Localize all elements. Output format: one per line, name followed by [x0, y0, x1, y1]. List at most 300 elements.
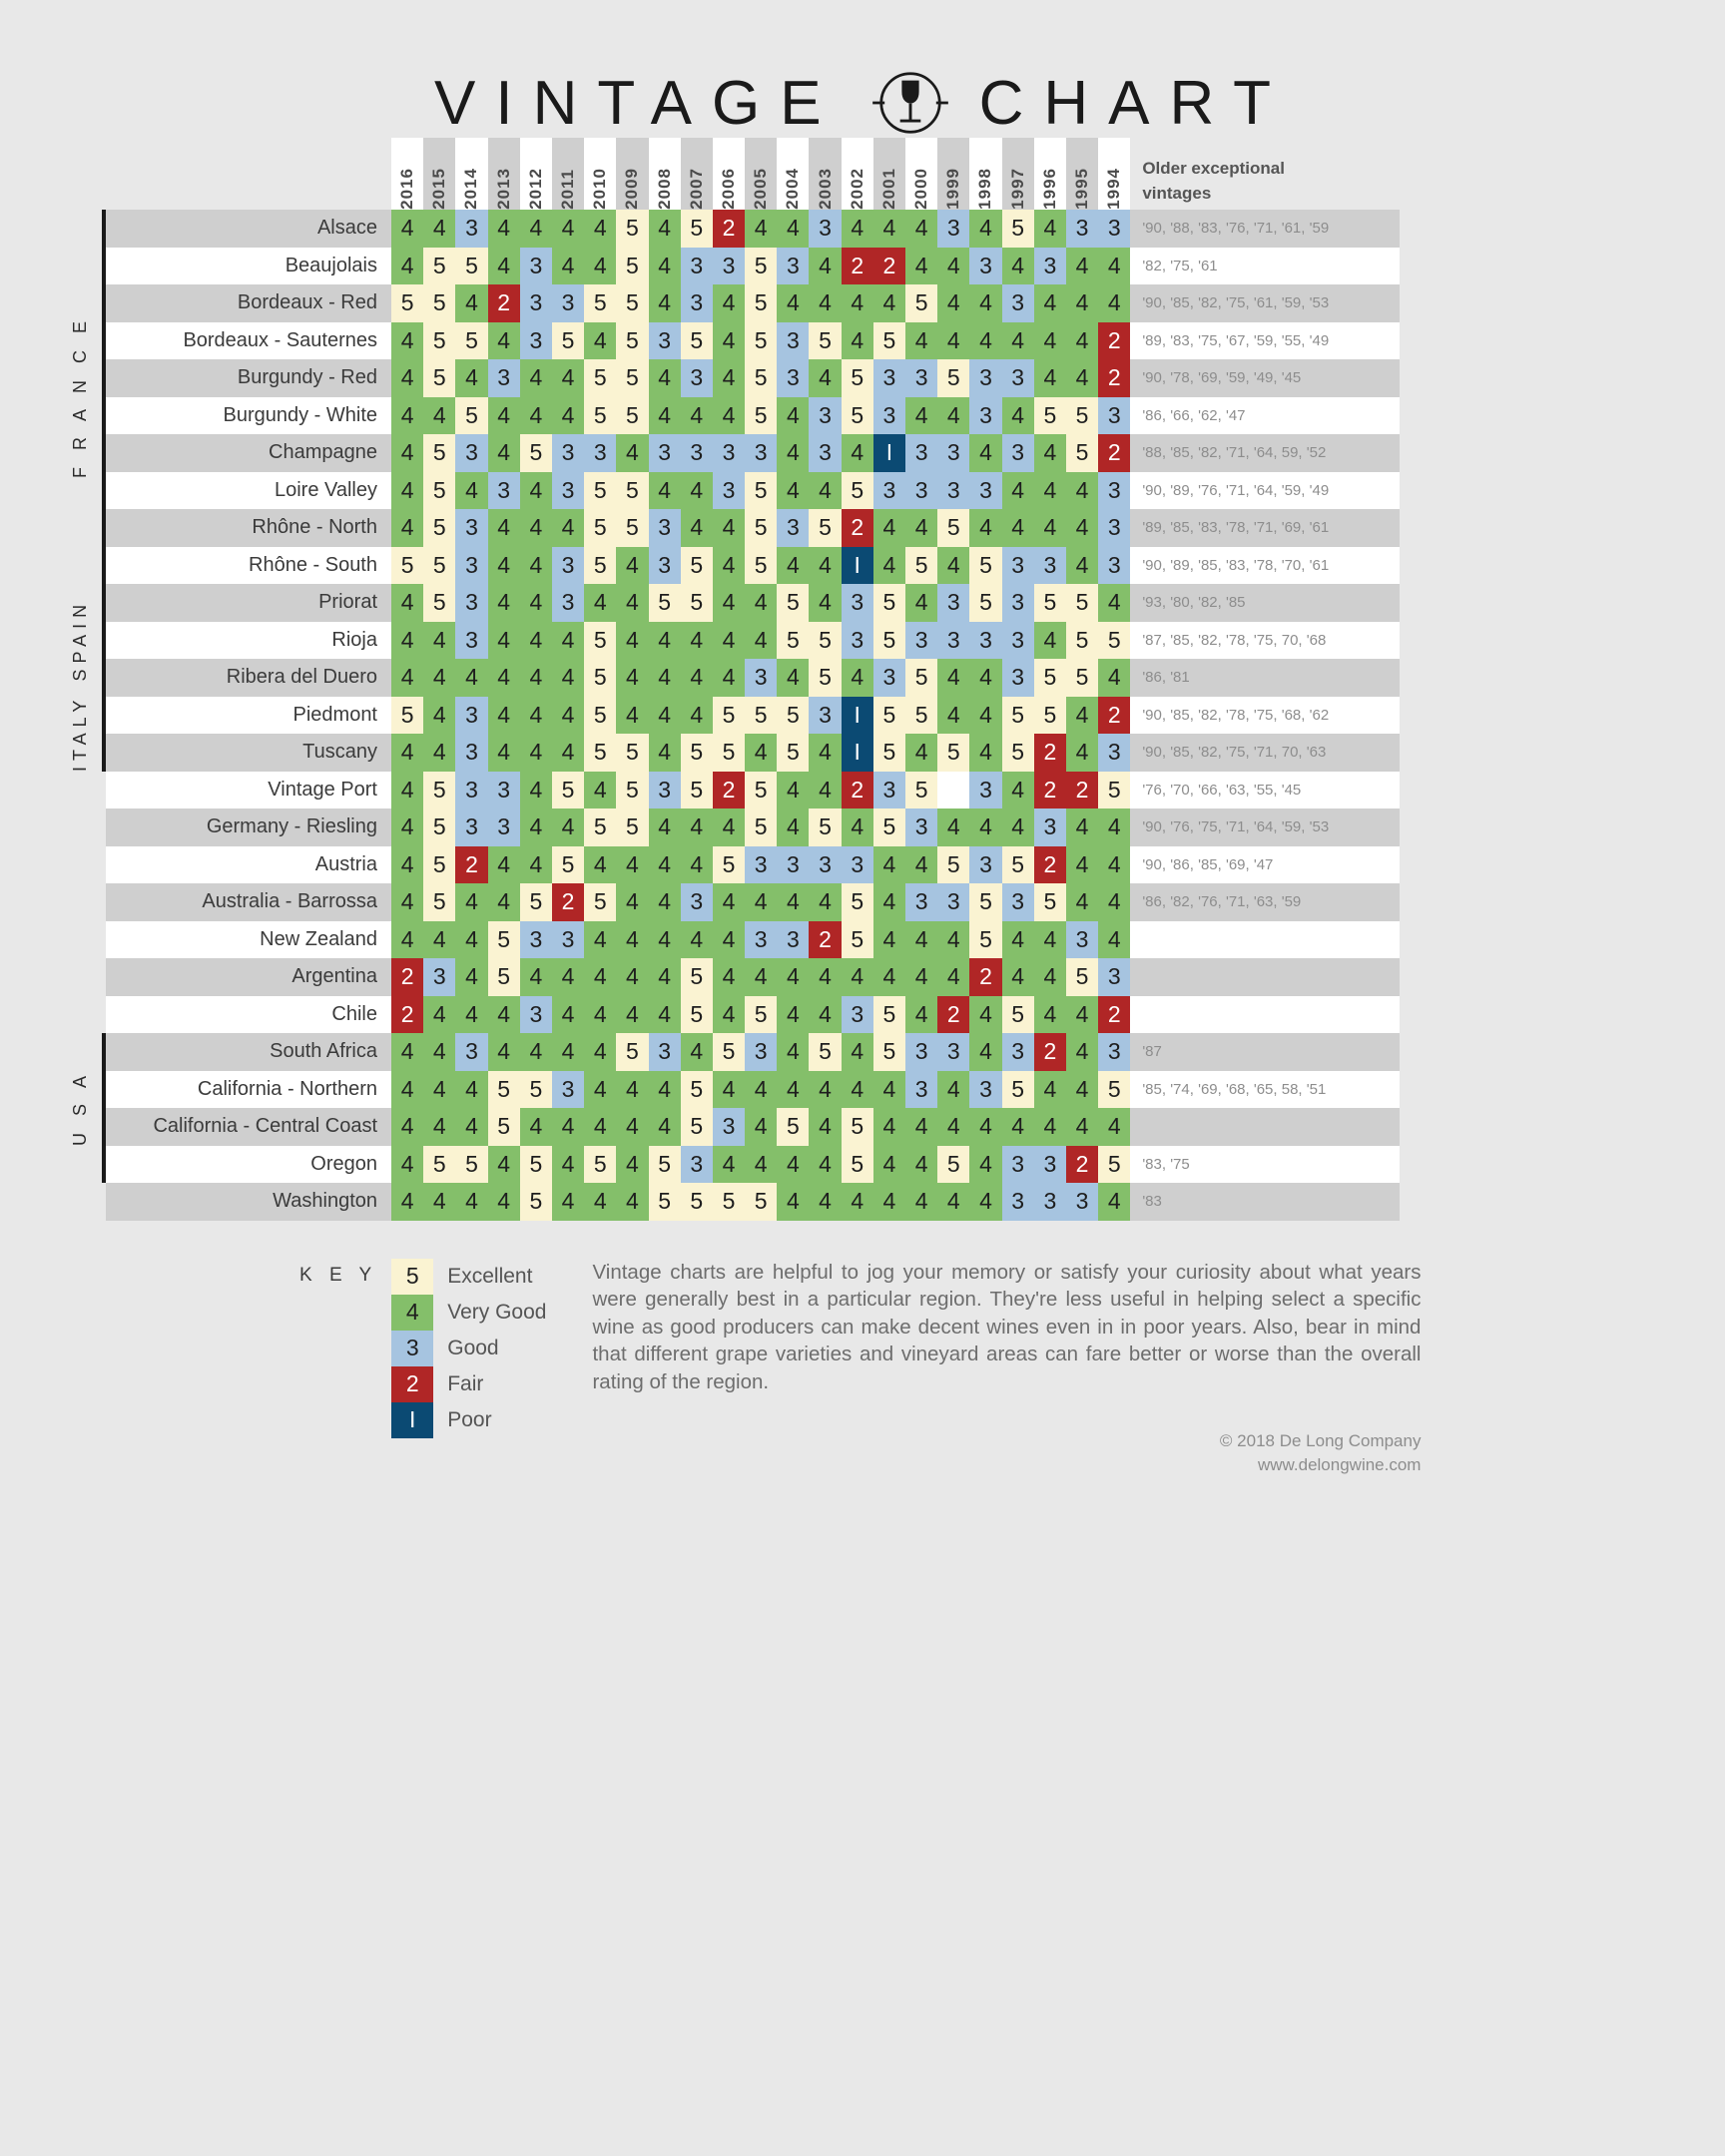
- rating-cell[interactable]: 3: [905, 1071, 937, 1109]
- rating-cell[interactable]: 3: [649, 509, 681, 547]
- rating-cell[interactable]: 3: [455, 547, 487, 585]
- rating-cell[interactable]: 3: [1098, 1033, 1130, 1071]
- rating-cell[interactable]: 4: [1098, 1183, 1130, 1221]
- rating-cell[interactable]: 5: [616, 359, 648, 397]
- rating-cell[interactable]: 5: [423, 846, 455, 884]
- rating-cell[interactable]: 4: [937, 958, 969, 996]
- rating-cell[interactable]: 5: [584, 883, 616, 921]
- rating-cell[interactable]: 4: [905, 1108, 937, 1146]
- rating-cell[interactable]: 4: [905, 1146, 937, 1184]
- rating-cell[interactable]: 5: [1002, 996, 1034, 1034]
- rating-cell[interactable]: 3: [1066, 1183, 1098, 1221]
- rating-cell[interactable]: 5: [423, 509, 455, 547]
- rating-cell[interactable]: 4: [1098, 846, 1130, 884]
- rating-cell[interactable]: 3: [455, 772, 487, 809]
- rating-cell[interactable]: 4: [552, 1146, 584, 1184]
- rating-cell[interactable]: 2: [809, 921, 841, 959]
- rating-cell[interactable]: 5: [713, 697, 745, 735]
- region-label-champagne[interactable]: Champagne: [106, 434, 391, 472]
- rating-cell[interactable]: 4: [713, 808, 745, 846]
- rating-cell[interactable]: 4: [809, 284, 841, 322]
- rating-cell[interactable]: 4: [1002, 808, 1034, 846]
- rating-cell[interactable]: 3: [937, 883, 969, 921]
- rating-cell[interactable]: 5: [1002, 210, 1034, 248]
- rating-cell[interactable]: 4: [520, 734, 552, 772]
- rating-cell[interactable]: 3: [455, 808, 487, 846]
- rating-cell[interactable]: 5: [1034, 883, 1066, 921]
- rating-cell[interactable]: 4: [520, 659, 552, 697]
- rating-cell[interactable]: 4: [584, 584, 616, 622]
- rating-cell[interactable]: 4: [520, 808, 552, 846]
- rating-cell[interactable]: 5: [552, 846, 584, 884]
- rating-cell[interactable]: 4: [455, 1108, 487, 1146]
- rating-cell[interactable]: 4: [842, 284, 873, 322]
- rating-cell[interactable]: 4: [391, 1108, 423, 1146]
- rating-cell[interactable]: 4: [552, 1108, 584, 1146]
- region-label-piedmont[interactable]: Piedmont: [106, 697, 391, 735]
- rating-cell[interactable]: 4: [777, 434, 809, 472]
- rating-cell[interactable]: 4: [423, 996, 455, 1034]
- rating-cell[interactable]: 4: [713, 996, 745, 1034]
- rating-cell[interactable]: 4: [423, 734, 455, 772]
- rating-cell[interactable]: 4: [905, 921, 937, 959]
- rating-cell[interactable]: 3: [777, 359, 809, 397]
- rating-cell[interactable]: 4: [616, 697, 648, 735]
- rating-cell[interactable]: 3: [937, 1033, 969, 1071]
- rating-cell[interactable]: 3: [937, 622, 969, 660]
- region-label-chile[interactable]: Chile: [106, 996, 391, 1034]
- rating-cell[interactable]: 5: [584, 808, 616, 846]
- rating-cell[interactable]: 4: [1066, 547, 1098, 585]
- rating-cell[interactable]: 4: [969, 734, 1001, 772]
- rating-cell[interactable]: 4: [616, 622, 648, 660]
- rating-cell[interactable]: 5: [1034, 397, 1066, 435]
- rating-cell[interactable]: 4: [777, 1183, 809, 1221]
- rating-cell[interactable]: 5: [488, 1108, 520, 1146]
- rating-cell[interactable]: 5: [681, 584, 713, 622]
- rating-cell[interactable]: 5: [745, 359, 777, 397]
- rating-cell[interactable]: 5: [584, 284, 616, 322]
- rating-cell[interactable]: 5: [873, 734, 905, 772]
- rating-cell[interactable]: 5: [616, 322, 648, 360]
- rating-cell[interactable]: 5: [681, 1071, 713, 1109]
- rating-cell[interactable]: 4: [777, 210, 809, 248]
- rating-cell[interactable]: 3: [649, 547, 681, 585]
- rating-cell[interactable]: 5: [649, 584, 681, 622]
- year-header-2016[interactable]: [391, 138, 423, 210]
- rating-cell[interactable]: 4: [1066, 734, 1098, 772]
- rating-cell[interactable]: 4: [1002, 397, 1034, 435]
- rating-cell[interactable]: 4: [488, 584, 520, 622]
- rating-cell[interactable]: 4: [777, 772, 809, 809]
- rating-cell[interactable]: 3: [969, 1071, 1001, 1109]
- rating-cell[interactable]: 5: [681, 210, 713, 248]
- rating-cell[interactable]: 4: [905, 210, 937, 248]
- rating-cell[interactable]: 5: [1002, 697, 1034, 735]
- rating-cell[interactable]: 4: [488, 248, 520, 285]
- rating-cell[interactable]: 3: [1034, 248, 1066, 285]
- rating-cell[interactable]: 3: [969, 359, 1001, 397]
- rating-cell[interactable]: 4: [552, 659, 584, 697]
- rating-cell[interactable]: 5: [873, 697, 905, 735]
- rating-cell[interactable]: 3: [552, 547, 584, 585]
- rating-cell[interactable]: 2: [713, 772, 745, 809]
- rating-cell[interactable]: 4: [649, 1108, 681, 1146]
- rating-cell[interactable]: 4: [616, 547, 648, 585]
- rating-cell[interactable]: 3: [455, 697, 487, 735]
- rating-cell[interactable]: 5: [520, 883, 552, 921]
- rating-cell[interactable]: 5: [1034, 659, 1066, 697]
- rating-cell[interactable]: 3: [713, 472, 745, 510]
- rating-cell[interactable]: 4: [713, 584, 745, 622]
- rating-cell[interactable]: 3: [969, 622, 1001, 660]
- rating-cell[interactable]: 3: [584, 434, 616, 472]
- rating-cell[interactable]: 5: [616, 210, 648, 248]
- rating-cell[interactable]: 4: [809, 958, 841, 996]
- rating-cell[interactable]: 4: [1066, 359, 1098, 397]
- rating-cell[interactable]: 4: [713, 921, 745, 959]
- rating-cell[interactable]: 5: [745, 808, 777, 846]
- rating-cell[interactable]: 4: [1034, 622, 1066, 660]
- rating-cell[interactable]: 2: [455, 846, 487, 884]
- rating-cell[interactable]: 2: [842, 772, 873, 809]
- rating-cell[interactable]: 4: [391, 921, 423, 959]
- rating-cell[interactable]: 2: [937, 996, 969, 1034]
- rating-cell[interactable]: 4: [681, 1033, 713, 1071]
- region-label-australia-barrossa[interactable]: Australia - Barrossa: [106, 883, 391, 921]
- rating-cell[interactable]: 4: [1098, 921, 1130, 959]
- rating-cell[interactable]: 3: [1098, 734, 1130, 772]
- rating-cell[interactable]: 4: [937, 697, 969, 735]
- region-label-south-africa[interactable]: South Africa: [106, 1033, 391, 1071]
- rating-cell[interactable]: 3: [520, 248, 552, 285]
- rating-cell[interactable]: 4: [809, 734, 841, 772]
- rating-cell[interactable]: 4: [1098, 248, 1130, 285]
- rating-cell[interactable]: 5: [809, 808, 841, 846]
- rating-cell[interactable]: 4: [809, 1071, 841, 1109]
- rating-cell[interactable]: 3: [1002, 1183, 1034, 1221]
- region-label-burgundy-red[interactable]: Burgundy - Red: [106, 359, 391, 397]
- rating-cell[interactable]: 4: [616, 584, 648, 622]
- rating-cell[interactable]: 3: [1002, 883, 1034, 921]
- rating-cell[interactable]: 5: [520, 1183, 552, 1221]
- rating-cell[interactable]: 4: [455, 359, 487, 397]
- year-header-2002[interactable]: [842, 138, 873, 210]
- rating-cell[interactable]: 4: [649, 921, 681, 959]
- rating-cell[interactable]: 4: [488, 322, 520, 360]
- rating-cell[interactable]: 3: [809, 434, 841, 472]
- rating-cell[interactable]: 4: [809, 472, 841, 510]
- rating-cell[interactable]: 5: [873, 584, 905, 622]
- rating-cell[interactable]: 4: [616, 883, 648, 921]
- rating-cell[interactable]: 3: [905, 472, 937, 510]
- rating-cell[interactable]: 4: [391, 434, 423, 472]
- rating-cell[interactable]: 4: [777, 397, 809, 435]
- rating-cell[interactable]: 2: [391, 958, 423, 996]
- rating-cell[interactable]: 5: [745, 697, 777, 735]
- rating-cell[interactable]: 3: [969, 472, 1001, 510]
- rating-cell[interactable]: 5: [745, 996, 777, 1034]
- rating-cell[interactable]: 3: [842, 996, 873, 1034]
- rating-cell[interactable]: 5: [488, 1071, 520, 1109]
- rating-cell[interactable]: 3: [809, 397, 841, 435]
- rating-cell[interactable]: 4: [681, 509, 713, 547]
- rating-cell[interactable]: 5: [873, 622, 905, 660]
- rating-cell[interactable]: 4: [905, 1183, 937, 1221]
- rating-cell[interactable]: 4: [649, 622, 681, 660]
- rating-cell[interactable]: 5: [584, 622, 616, 660]
- rating-cell[interactable]: 3: [552, 472, 584, 510]
- rating-cell[interactable]: 4: [584, 248, 616, 285]
- rating-cell[interactable]: 4: [713, 397, 745, 435]
- rating-cell[interactable]: 4: [873, 547, 905, 585]
- rating-cell[interactable]: 4: [1034, 996, 1066, 1034]
- rating-cell[interactable]: 3: [455, 434, 487, 472]
- rating-cell[interactable]: 5: [1066, 958, 1098, 996]
- rating-cell[interactable]: 5: [745, 547, 777, 585]
- rating-cell[interactable]: 4: [520, 359, 552, 397]
- rating-cell[interactable]: 4: [1034, 322, 1066, 360]
- rating-cell[interactable]: 4: [937, 921, 969, 959]
- rating-cell[interactable]: 4: [937, 397, 969, 435]
- rating-cell[interactable]: 4: [745, 622, 777, 660]
- rating-cell[interactable]: 3: [681, 284, 713, 322]
- rating-cell[interactable]: 4: [713, 659, 745, 697]
- rating-cell[interactable]: 3: [713, 248, 745, 285]
- rating-cell[interactable]: 3: [649, 1033, 681, 1071]
- rating-cell[interactable]: 4: [713, 1146, 745, 1184]
- region-label-new-zealand[interactable]: New Zealand: [106, 921, 391, 959]
- rating-cell[interactable]: 3: [520, 921, 552, 959]
- rating-cell[interactable]: 5: [423, 883, 455, 921]
- rating-cell[interactable]: 4: [391, 472, 423, 510]
- rating-cell[interactable]: 4: [713, 883, 745, 921]
- rating-cell[interactable]: 5: [1002, 734, 1034, 772]
- year-header-2001[interactable]: [873, 138, 905, 210]
- rating-cell[interactable]: 3: [777, 921, 809, 959]
- rating-cell[interactable]: 4: [1034, 958, 1066, 996]
- rating-cell[interactable]: 3: [937, 434, 969, 472]
- rating-cell[interactable]: 4: [1002, 472, 1034, 510]
- rating-cell[interactable]: 4: [937, 547, 969, 585]
- year-header-2015[interactable]: [423, 138, 455, 210]
- rating-cell[interactable]: 4: [873, 1071, 905, 1109]
- year-header-2007[interactable]: [681, 138, 713, 210]
- rating-cell[interactable]: 5: [520, 1071, 552, 1109]
- rating-cell[interactable]: 2: [842, 248, 873, 285]
- rating-cell[interactable]: 4: [584, 1183, 616, 1221]
- rating-cell[interactable]: 4: [423, 1033, 455, 1071]
- rating-cell[interactable]: 5: [842, 921, 873, 959]
- region-label-california-northern[interactable]: California - Northern: [106, 1071, 391, 1109]
- rating-cell[interactable]: 3: [488, 772, 520, 809]
- year-header-1998[interactable]: [969, 138, 1001, 210]
- rating-cell[interactable]: 3: [745, 846, 777, 884]
- rating-cell[interactable]: 5: [937, 846, 969, 884]
- rating-cell[interactable]: 4: [969, 284, 1001, 322]
- rating-cell[interactable]: 4: [969, 697, 1001, 735]
- rating-cell[interactable]: 5: [681, 772, 713, 809]
- rating-cell[interactable]: 4: [488, 547, 520, 585]
- rating-cell[interactable]: 2: [391, 996, 423, 1034]
- rating-cell[interactable]: 4: [455, 1071, 487, 1109]
- rating-cell[interactable]: 2: [1098, 996, 1130, 1034]
- rating-cell[interactable]: 4: [488, 509, 520, 547]
- rating-cell[interactable]: 5: [1098, 1071, 1130, 1109]
- rating-cell[interactable]: 4: [520, 846, 552, 884]
- rating-cell[interactable]: 4: [873, 1146, 905, 1184]
- region-label-austria[interactable]: Austria: [106, 846, 391, 884]
- rating-cell[interactable]: 4: [777, 284, 809, 322]
- rating-cell[interactable]: 4: [713, 547, 745, 585]
- rating-cell[interactable]: 5: [520, 434, 552, 472]
- rating-cell[interactable]: 5: [1066, 397, 1098, 435]
- year-header-2005[interactable]: [745, 138, 777, 210]
- rating-cell[interactable]: 4: [520, 958, 552, 996]
- rating-cell[interactable]: 4: [649, 734, 681, 772]
- rating-cell[interactable]: 3: [1098, 509, 1130, 547]
- rating-cell[interactable]: 5: [937, 734, 969, 772]
- rating-cell[interactable]: 2: [873, 248, 905, 285]
- rating-cell[interactable]: 3: [1002, 622, 1034, 660]
- rating-cell[interactable]: 5: [455, 1146, 487, 1184]
- rating-cell[interactable]: 3: [1002, 359, 1034, 397]
- rating-cell[interactable]: 4: [455, 659, 487, 697]
- rating-cell[interactable]: 3: [1002, 584, 1034, 622]
- rating-cell[interactable]: 4: [423, 397, 455, 435]
- rating-cell[interactable]: 4: [1034, 284, 1066, 322]
- rating-cell[interactable]: 4: [1066, 322, 1098, 360]
- rating-cell[interactable]: 4: [777, 1146, 809, 1184]
- rating-cell[interactable]: 3: [1002, 434, 1034, 472]
- rating-cell[interactable]: 4: [745, 734, 777, 772]
- rating-cell[interactable]: [937, 772, 969, 809]
- rating-cell[interactable]: 4: [488, 210, 520, 248]
- rating-cell[interactable]: 5: [842, 397, 873, 435]
- rating-cell[interactable]: 5: [616, 509, 648, 547]
- rating-cell[interactable]: 4: [423, 697, 455, 735]
- rating-cell[interactable]: 4: [1098, 883, 1130, 921]
- rating-cell[interactable]: 4: [649, 958, 681, 996]
- rating-cell[interactable]: 4: [969, 1183, 1001, 1221]
- rating-cell[interactable]: 2: [1066, 1146, 1098, 1184]
- rating-cell[interactable]: 4: [681, 659, 713, 697]
- rating-cell[interactable]: 4: [584, 1108, 616, 1146]
- rating-cell[interactable]: 5: [873, 1033, 905, 1071]
- rating-cell[interactable]: 4: [616, 1183, 648, 1221]
- rating-cell[interactable]: 4: [1034, 1071, 1066, 1109]
- rating-cell[interactable]: 3: [681, 434, 713, 472]
- rating-cell[interactable]: 4: [1098, 584, 1130, 622]
- rating-cell[interactable]: 5: [777, 1108, 809, 1146]
- rating-cell[interactable]: 4: [713, 322, 745, 360]
- year-header-1996[interactable]: [1034, 138, 1066, 210]
- rating-cell[interactable]: 2: [713, 210, 745, 248]
- rating-cell[interactable]: 4: [649, 697, 681, 735]
- rating-cell[interactable]: 4: [616, 659, 648, 697]
- rating-cell[interactable]: 3: [649, 434, 681, 472]
- rating-cell[interactable]: 3: [681, 359, 713, 397]
- rating-cell[interactable]: 4: [809, 584, 841, 622]
- rating-cell[interactable]: 4: [488, 697, 520, 735]
- rating-cell[interactable]: 3: [745, 659, 777, 697]
- rating-cell[interactable]: 5: [1098, 772, 1130, 809]
- rating-cell[interactable]: 4: [1066, 883, 1098, 921]
- rating-cell[interactable]: 5: [713, 1033, 745, 1071]
- rating-cell[interactable]: 5: [1098, 622, 1130, 660]
- rating-cell[interactable]: 3: [745, 1033, 777, 1071]
- rating-cell[interactable]: 4: [1098, 1108, 1130, 1146]
- rating-cell[interactable]: 4: [423, 921, 455, 959]
- rating-cell[interactable]: 5: [969, 921, 1001, 959]
- rating-cell[interactable]: 5: [455, 248, 487, 285]
- rating-cell[interactable]: 5: [649, 1183, 681, 1221]
- rating-cell[interactable]: 5: [745, 248, 777, 285]
- rating-cell[interactable]: 3: [649, 772, 681, 809]
- rating-cell[interactable]: 4: [969, 1108, 1001, 1146]
- rating-cell[interactable]: 3: [1034, 1146, 1066, 1184]
- rating-cell[interactable]: 4: [455, 284, 487, 322]
- rating-cell[interactable]: 4: [937, 284, 969, 322]
- rating-cell[interactable]: 3: [1034, 547, 1066, 585]
- rating-cell[interactable]: 5: [423, 808, 455, 846]
- rating-cell[interactable]: 4: [649, 659, 681, 697]
- rating-cell[interactable]: 4: [1002, 509, 1034, 547]
- rating-cell[interactable]: 4: [391, 1146, 423, 1184]
- rating-cell[interactable]: 4: [488, 846, 520, 884]
- rating-cell[interactable]: 5: [905, 284, 937, 322]
- rating-cell[interactable]: 5: [745, 322, 777, 360]
- rating-cell[interactable]: 3: [455, 734, 487, 772]
- region-label-alsace[interactable]: Alsace: [106, 210, 391, 248]
- rating-cell[interactable]: 4: [552, 210, 584, 248]
- rating-cell[interactable]: 5: [584, 472, 616, 510]
- rating-cell[interactable]: 4: [969, 996, 1001, 1034]
- rating-cell[interactable]: 4: [423, 659, 455, 697]
- rating-cell[interactable]: 4: [873, 883, 905, 921]
- year-header-1999[interactable]: [937, 138, 969, 210]
- rating-cell[interactable]: 3: [552, 434, 584, 472]
- rating-cell[interactable]: 3: [905, 359, 937, 397]
- rating-cell[interactable]: 3: [873, 359, 905, 397]
- rating-cell[interactable]: 4: [873, 958, 905, 996]
- rating-cell[interactable]: 3: [905, 622, 937, 660]
- rating-cell[interactable]: 3: [842, 584, 873, 622]
- rating-cell[interactable]: 4: [969, 808, 1001, 846]
- rating-cell[interactable]: 4: [616, 1146, 648, 1184]
- rating-cell[interactable]: 4: [937, 659, 969, 697]
- rating-cell[interactable]: 2: [1098, 434, 1130, 472]
- rating-cell[interactable]: 5: [1098, 1146, 1130, 1184]
- rating-cell[interactable]: 5: [809, 509, 841, 547]
- rating-cell[interactable]: 4: [1034, 210, 1066, 248]
- rating-cell[interactable]: 5: [584, 659, 616, 697]
- rating-cell[interactable]: 5: [1034, 697, 1066, 735]
- rating-cell[interactable]: 3: [1002, 659, 1034, 697]
- rating-cell[interactable]: 3: [842, 622, 873, 660]
- rating-cell[interactable]: 2: [1098, 322, 1130, 360]
- rating-cell[interactable]: 4: [1066, 996, 1098, 1034]
- rating-cell[interactable]: 4: [391, 322, 423, 360]
- rating-cell[interactable]: 4: [777, 472, 809, 510]
- rating-cell[interactable]: 5: [423, 1146, 455, 1184]
- rating-cell[interactable]: 5: [969, 547, 1001, 585]
- rating-cell[interactable]: 4: [584, 210, 616, 248]
- rating-cell[interactable]: 3: [873, 472, 905, 510]
- rating-cell[interactable]: 5: [488, 958, 520, 996]
- rating-cell[interactable]: 5: [713, 734, 745, 772]
- year-header-1995[interactable]: [1066, 138, 1098, 210]
